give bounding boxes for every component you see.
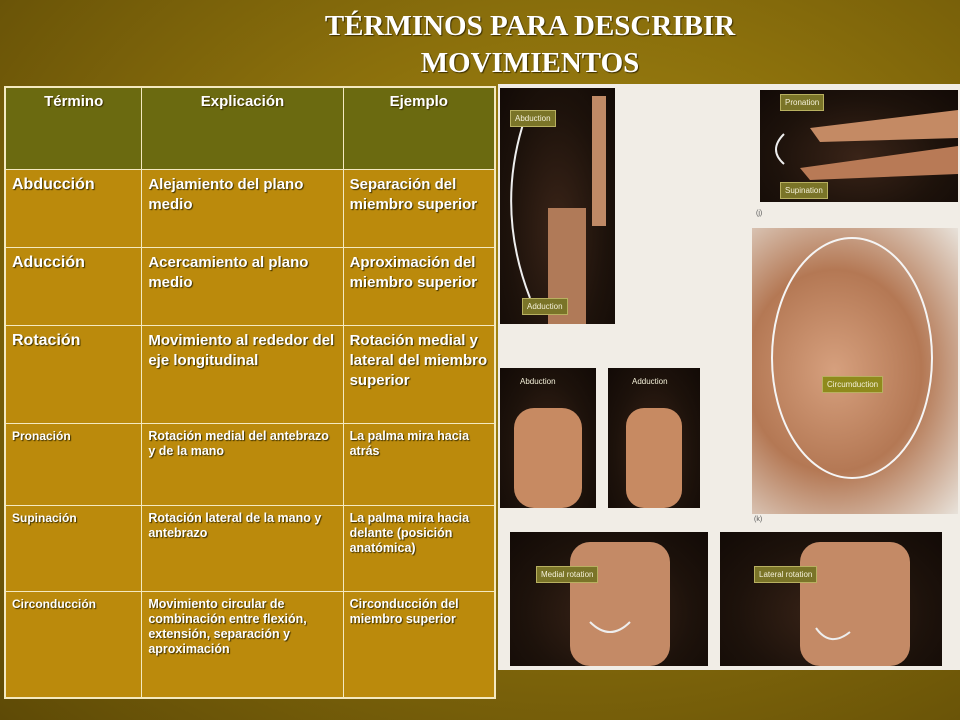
term-cell: Rotación bbox=[5, 325, 142, 423]
label-lateral-rotation: Lateral rotation bbox=[754, 566, 817, 583]
slide-title bbox=[250, 8, 810, 82]
example-cell: Aproximación del miembro superior bbox=[343, 247, 495, 325]
term-cell: Supinación bbox=[5, 505, 142, 591]
table-row bbox=[5, 169, 495, 247]
photo-pronation-supination bbox=[760, 90, 958, 202]
label-circumduction: Circumduction bbox=[822, 376, 883, 393]
label-supination: Supination bbox=[780, 182, 828, 199]
explanation-cell: Rotación lateral de la mano y antebrazo bbox=[142, 505, 343, 591]
photo-arm-abduction bbox=[500, 88, 615, 324]
example-cell: Rotación medial y lateral del miembro superior bbox=[343, 325, 495, 423]
label-adduction-fingers: Adduction bbox=[632, 377, 668, 386]
explanation-cell: Alejamiento del plano medio bbox=[142, 169, 343, 247]
table-header-row bbox=[5, 87, 495, 169]
terms-table bbox=[4, 86, 496, 699]
explanation-cell: Movimiento circular de combinación entre flexión, extensión, separación y aproximación bbox=[142, 591, 343, 698]
label-medial-rotation: Medial rotation bbox=[536, 566, 598, 583]
term-cell: Abducción bbox=[5, 169, 142, 247]
anatomy-figure bbox=[498, 84, 960, 670]
panel-label-k: (k) bbox=[754, 516, 763, 523]
example-cell: La palma mira hacia delante (posición anatómica) bbox=[343, 505, 495, 591]
photo-lateral-rotation bbox=[720, 532, 942, 666]
panel-label-j: (j) bbox=[756, 210, 763, 217]
explanation-cell: Rotación medial del antebrazo y de la mano bbox=[142, 423, 343, 505]
torso-illustration bbox=[720, 532, 942, 666]
photo-finger-abduction bbox=[500, 368, 596, 508]
header-explanation: Explicación bbox=[142, 87, 343, 169]
explanation-cell: Acercamiento al plano medio bbox=[142, 247, 343, 325]
term-cell: Pronación bbox=[5, 423, 142, 505]
label-adduction-arm: Adduction bbox=[522, 298, 568, 315]
table-row bbox=[5, 505, 495, 591]
label-pronation: Pronation bbox=[780, 94, 824, 111]
photo-finger-adduction bbox=[608, 368, 700, 508]
explanation-cell: Movimiento al rededor del eje longitudinal bbox=[142, 325, 343, 423]
example-cell: Circonducción del miembro superior bbox=[343, 591, 495, 698]
term-cell: Circonducción bbox=[5, 591, 142, 698]
table-row bbox=[5, 247, 495, 325]
table-row bbox=[5, 423, 495, 505]
title-line-2: MOVIMIENTOS bbox=[420, 47, 640, 79]
title-line-1: TÉRMINOS PARA DESCRIBIR bbox=[324, 10, 736, 42]
photo-medial-rotation bbox=[510, 532, 708, 666]
circumduction-illustration bbox=[752, 228, 958, 514]
table-row bbox=[5, 325, 495, 423]
header-term: Término bbox=[5, 87, 142, 169]
photo-circumduction bbox=[752, 228, 958, 514]
example-cell: La palma mira hacia atrás bbox=[343, 423, 495, 505]
header-example: Ejemplo bbox=[343, 87, 495, 169]
label-abduction-fingers: Abduction bbox=[520, 377, 556, 386]
label-abduction-arm: Abduction bbox=[510, 110, 556, 127]
hand-illustration bbox=[608, 368, 700, 508]
hand-illustration bbox=[500, 368, 596, 508]
term-cell: Aducción bbox=[5, 247, 142, 325]
example-cell: Separación del miembro superior bbox=[343, 169, 495, 247]
torso-illustration bbox=[510, 532, 708, 666]
table-row bbox=[5, 591, 495, 698]
